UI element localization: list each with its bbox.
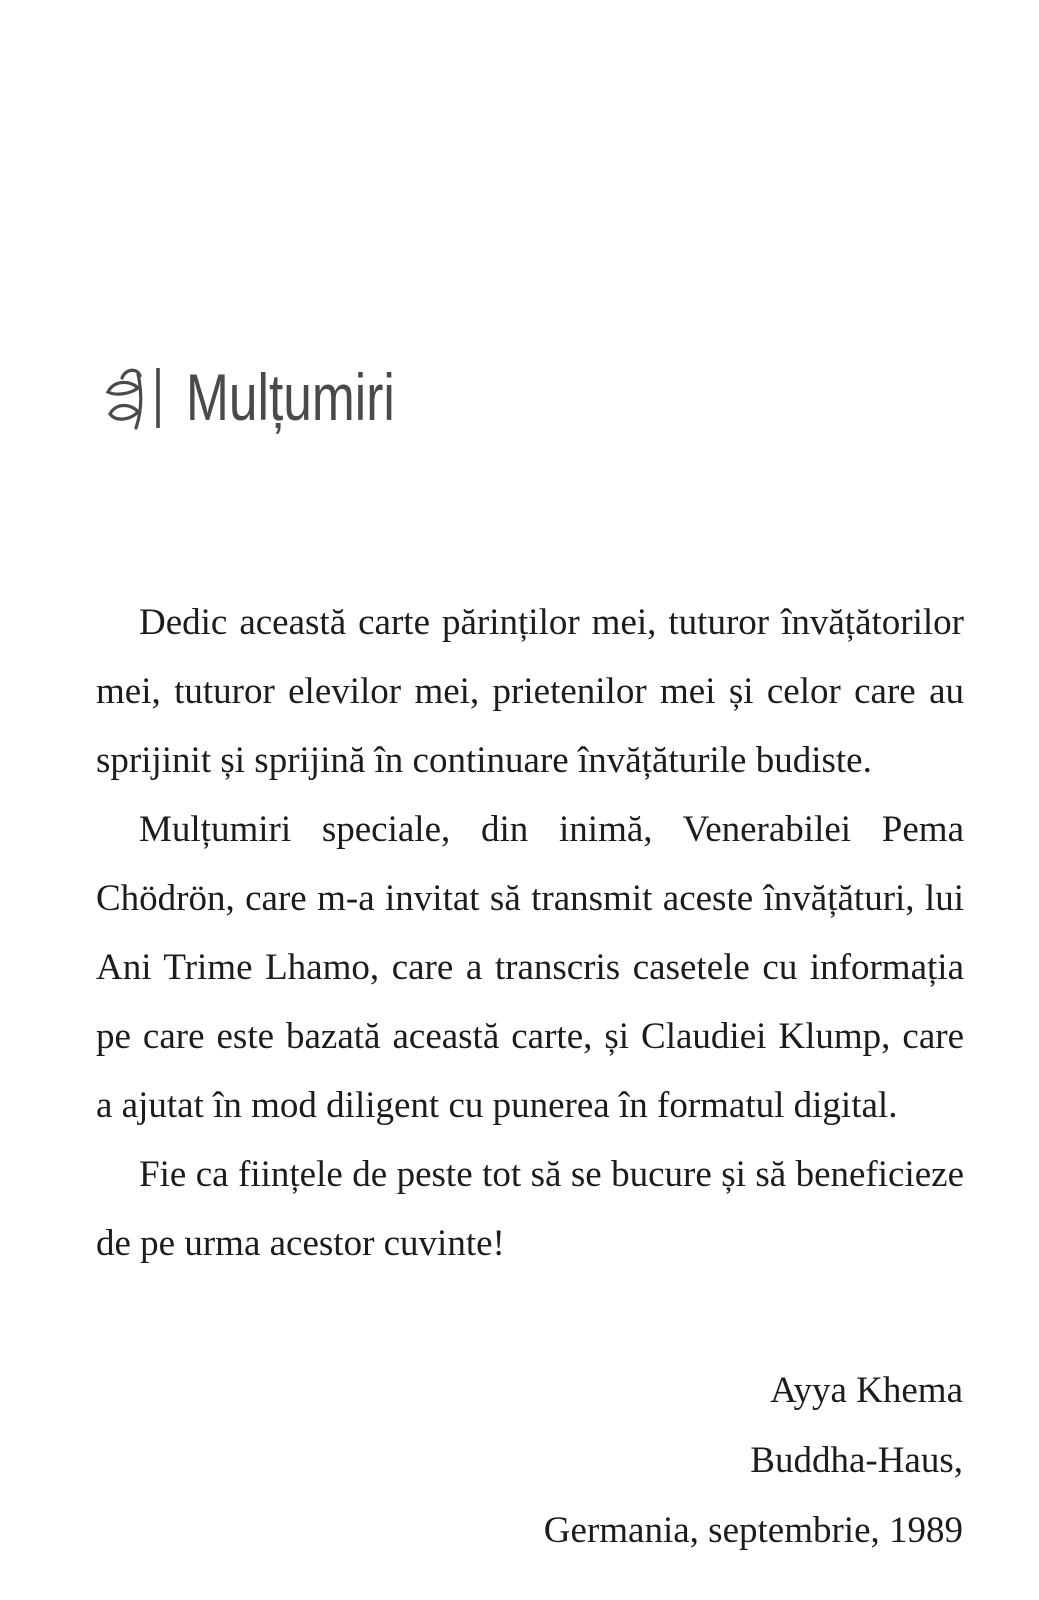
paragraph-dedication: Dedic această carte părinților mei, tuturor învățătorilor mei, tuturor elevilor mei, prietenilor mei și celor care au sprijinit și sprijină în continuare învățăturile budiste. xyxy=(96,602,964,781)
paragraph-blessing: Fie ca ființele de peste tot să se bucure și să beneficieze de pe urma acestor cuvinte! xyxy=(96,1154,964,1264)
page-title: Mulțumiri xyxy=(186,360,395,434)
signature-block xyxy=(544,1356,963,1566)
acknowledgement-text xyxy=(96,588,964,1278)
signature-date: Germania, septembrie, 1989 xyxy=(543,1510,963,1551)
signature-place: Buddha-Haus, xyxy=(750,1440,963,1481)
chapter-heading xyxy=(100,352,454,442)
signature-author: Ayya Khema xyxy=(770,1370,963,1411)
paragraph-thanks: Mulțumiri speciale, din inimă, Venerabilei Pema Chödrön, care m-a invitat să transmit aceste învățături, lui Ani Trime Lhamo, care a transcris casetele cu informația pe care este bazată această carte, și Claudiei Klump, care a ajutat în mod diligent cu punerea în formatul digital. xyxy=(96,809,964,1126)
leaf-sprig-icon xyxy=(100,362,164,432)
